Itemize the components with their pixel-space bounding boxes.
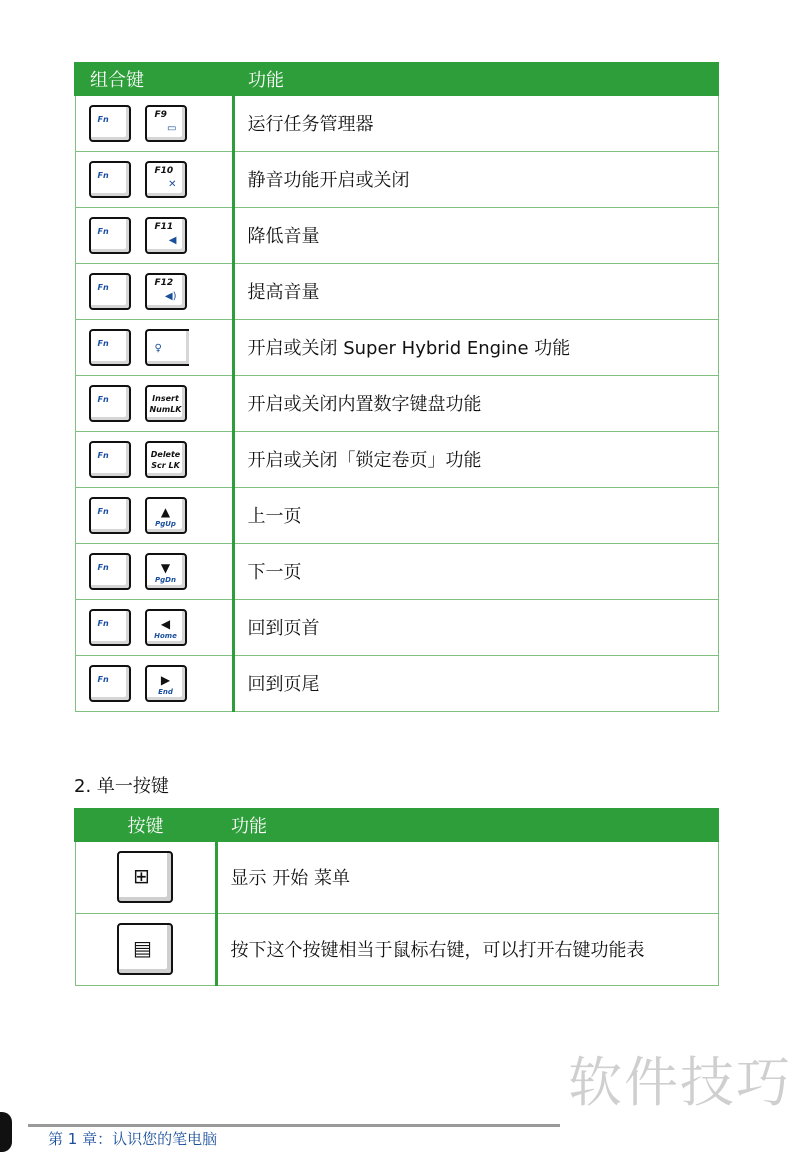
function-description: 提高音量 [233,263,718,319]
page-tab-marker [0,1112,12,1152]
key-combo [76,609,232,646]
function-description: 开启或关闭内置数字键盘功能 [233,375,718,431]
table-row [75,599,718,655]
volume-up-icon: ◀) [164,290,177,302]
touchpad-icon: ▭ [167,122,177,134]
footer-divider [28,1124,560,1127]
function-description: 回到页首 [233,599,718,655]
section-heading: 2. 单一按键 [74,776,169,797]
arrow-left-icon: ◀ [160,616,171,631]
fn-key-label: Fn [97,562,109,572]
function-description: 按下这个按键相当于鼠标右键，可以打开右键功能表 [216,913,718,985]
function-description: 开启或关闭 Super Hybrid Engine 功能 [233,319,718,375]
fn-key [89,217,131,254]
key-combo [76,161,232,198]
function-description: 静音功能开启或关闭 [233,151,718,207]
table-row [75,543,718,599]
keyboard-key [117,851,173,903]
fn-key-label: Fn [97,450,109,460]
fn-key [89,441,131,478]
key-combo-cell [75,543,233,599]
function-description: 运行任务管理器 [233,95,718,151]
key-combo [76,273,232,310]
table-row [75,263,718,319]
fn-key-label: Fn [97,170,109,180]
table-row [75,207,718,263]
footer-chapter: 第 1 章：认识您的笔电脑 [48,1130,218,1148]
table-row [75,841,718,913]
function-key [145,665,187,702]
key-combo-cell [75,655,233,711]
single-keys-header: 按键 [75,809,216,841]
fn-key-label: Fn [97,674,109,684]
function-description: 显示 开始 菜单 [216,841,718,913]
key-label: Insert [152,393,179,403]
key-combo [76,217,232,254]
key-combo [76,105,232,142]
key-label: F10 [154,165,174,176]
key-combo-cell [75,263,233,319]
fn-key-label: Fn [97,338,109,348]
combo-function-header: 功能 [233,63,718,95]
fn-key [89,161,131,198]
table-row [75,431,718,487]
table-row [75,151,718,207]
key-combo-cell [75,95,233,151]
table-row [75,375,718,431]
single-key-table [74,808,719,986]
key-combo-cell [75,207,233,263]
key-combo-cell [75,487,233,543]
function-key [145,609,187,646]
combo-key-table [74,62,719,712]
menu-key-icon: ▤ [133,936,152,960]
function-description: 下一页 [233,543,718,599]
arrow-down-icon: ▼ [160,560,171,575]
key-sublabel: PgUp [155,519,176,528]
fn-key [89,273,131,310]
table-row [75,319,718,375]
function-key [145,161,187,198]
fn-key-label: Fn [97,506,109,516]
single-function-header: 功能 [216,809,718,841]
key-sublabel: End [158,687,173,696]
key-combo-cell [75,375,233,431]
keyboard-key [117,923,173,975]
function-key [145,273,187,310]
function-key [145,441,187,478]
function-description: 开启或关闭「锁定卷页」功能 [233,431,718,487]
fn-key-label: Fn [97,226,109,236]
volume-down-icon: ◀ [168,234,177,246]
arrow-right-icon: ▶ [160,672,171,687]
fn-key [89,665,131,702]
key-label: F12 [154,277,174,288]
function-description: 降低音量 [233,207,718,263]
key-label: F9 [154,109,167,120]
table-row [75,95,718,151]
key-combo [76,441,232,478]
key-combo [76,665,232,702]
table-row [75,487,718,543]
mute-icon: ✕ [168,178,177,190]
super-hybrid-icon: ♀ [154,342,162,354]
key-combo-cell [75,319,233,375]
key-label: Delete [150,449,181,459]
combo-keys-header: 组合键 [75,63,233,95]
function-key [145,385,187,422]
function-key [145,329,189,366]
fn-key [89,553,131,590]
fn-key-label: Fn [97,394,109,404]
fn-key [89,385,131,422]
key-sublabel: Scr LK [151,460,180,470]
key-sublabel: Home [154,631,177,640]
key-combo-cell [75,599,233,655]
fn-key-label: Fn [97,282,109,292]
table-row [75,655,718,711]
key-cell [75,913,216,985]
arrow-up-icon: ▲ [160,504,171,519]
windows-logo-icon: ⊞ [133,864,150,889]
watermark: 软件技巧 [568,1051,792,1114]
function-description: 回到页尾 [233,655,718,711]
key-sublabel: PgDn [155,575,176,584]
fn-key-label: Fn [97,114,109,124]
function-key [145,217,187,254]
fn-key [89,497,131,534]
function-description: 上一页 [233,487,718,543]
table-row [75,913,718,985]
key-combo [76,553,232,590]
key-combo [76,497,232,534]
key-combo-cell [75,431,233,487]
key-combo [76,385,232,422]
fn-key [89,105,131,142]
key-combo-cell [75,151,233,207]
function-key [145,497,187,534]
fn-key-label: Fn [97,618,109,628]
function-key [145,105,187,142]
key-cell [75,841,216,913]
key-sublabel: NumLK [149,404,182,414]
function-key [145,553,187,590]
key-combo [76,329,232,366]
fn-key [89,609,131,646]
fn-key [89,329,131,366]
key-label: F11 [154,221,174,232]
